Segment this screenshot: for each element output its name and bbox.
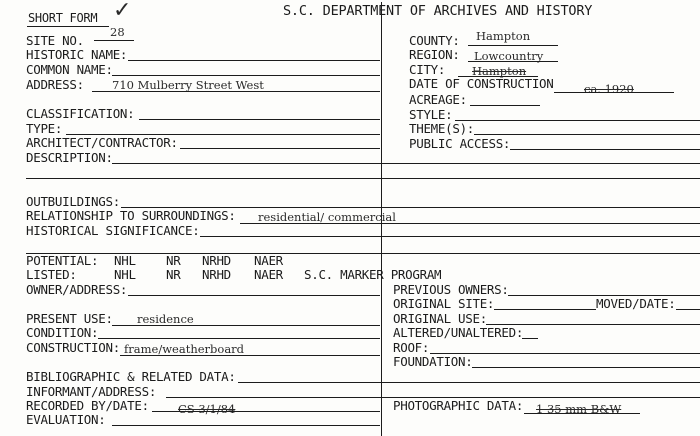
listed-naer[interactable]: NAER xyxy=(254,267,283,282)
construction-label: CONSTRUCTION: xyxy=(26,340,120,355)
evaluation-line xyxy=(112,425,380,426)
original-site-label: ORIGINAL SITE: xyxy=(393,296,495,311)
form-type-underline xyxy=(27,26,109,27)
relationship-label: RELATIONSHIP TO SURROUNDINGS: xyxy=(26,208,236,223)
address-line xyxy=(92,91,380,92)
potential-nr[interactable]: NR xyxy=(166,253,181,268)
construction-line xyxy=(120,355,380,356)
listed-nhl[interactable]: NHL xyxy=(114,267,136,282)
classification-label: CLASSIFICATION: xyxy=(26,106,135,121)
recorded-by-label: RECORDED BY/DATE: xyxy=(26,398,149,413)
common-name-label: COMMON NAME: xyxy=(26,62,113,77)
historic-name-label: HISTORIC NAME: xyxy=(26,47,128,62)
recorded-by-value[interactable]: CS 3/1/84 xyxy=(178,402,236,416)
description-line-2 xyxy=(26,178,700,179)
altered-label: ALTERED/UNALTERED: xyxy=(393,325,524,340)
site-no-line xyxy=(94,40,134,41)
style-label: STYLE: xyxy=(409,107,453,122)
roof-label: ROOF: xyxy=(393,340,430,355)
previous-owners-label: PREVIOUS OWNERS: xyxy=(393,282,509,297)
photographic-data-label: PHOTOGRAPHIC DATA: xyxy=(393,398,524,413)
check-mark-icon: ✓ xyxy=(113,0,132,23)
informant-label: INFORMANT/ADDRESS: xyxy=(26,384,157,399)
potential-nhl[interactable]: NHL xyxy=(114,253,136,268)
present-use-label: PRESENT USE: xyxy=(26,311,113,326)
themes-line xyxy=(474,134,700,135)
region-value[interactable]: Lowcountry xyxy=(474,49,544,63)
potential-naer[interactable]: NAER xyxy=(254,253,283,268)
date-construction-label: DATE OF CONSTRUCTION xyxy=(409,76,554,91)
architect-label: ARCHITECT/CONTRACTOR: xyxy=(26,135,178,150)
county-value[interactable]: Hampton xyxy=(476,29,531,43)
description-label: DESCRIPTION: xyxy=(26,150,113,165)
potential-nrhd[interactable]: NRHD xyxy=(202,253,231,268)
present-use-value[interactable]: residence xyxy=(137,312,194,326)
public-access-line xyxy=(510,149,700,150)
owner-address-label: OWNER/ADDRESS: xyxy=(26,282,128,297)
recorded-by-line xyxy=(152,411,380,412)
site-no-value[interactable]: 28 xyxy=(110,25,125,39)
city-label: CITY: xyxy=(409,62,446,77)
historical-significance-line xyxy=(200,236,700,237)
public-access-label: PUBLIC ACCESS: xyxy=(409,136,511,151)
photographic-data-value[interactable]: 1 35 mm B&W xyxy=(536,402,622,416)
condition-line xyxy=(98,338,380,339)
form-type-label: SHORT FORM xyxy=(28,11,98,25)
construction-value[interactable]: frame/weatherboard xyxy=(124,342,245,356)
altered-line xyxy=(522,338,538,339)
listed-nr[interactable]: NR xyxy=(166,267,181,282)
type-label: TYPE: xyxy=(26,121,63,136)
relationship-value[interactable]: residential/ commercial xyxy=(258,210,396,224)
region-label: REGION: xyxy=(409,47,460,62)
themes-label: THEME(S): xyxy=(409,121,475,136)
relationship-line xyxy=(240,223,700,224)
bibliographic-label: BIBLIOGRAPHIC & RELATED DATA: xyxy=(26,369,236,384)
county-line xyxy=(468,45,558,46)
address-value[interactable]: 710 Mulberry Street West xyxy=(112,78,264,92)
present-use-line xyxy=(112,325,380,326)
sc-marker-program[interactable]: S.C. MARKER PROGRAM xyxy=(304,267,442,282)
listed-label: LISTED: xyxy=(26,267,77,282)
historic-name-line xyxy=(128,60,380,61)
architect-line xyxy=(180,148,380,149)
date-construction-line xyxy=(554,92,674,93)
moved-date-line xyxy=(676,309,700,310)
common-name-line xyxy=(112,75,380,76)
date-construction-value[interactable]: ca. 1920 xyxy=(584,82,634,96)
original-use-label: ORIGINAL USE: xyxy=(393,311,487,326)
site-no-label: SITE NO. xyxy=(26,33,84,48)
city-value[interactable]: Hampton xyxy=(472,64,527,78)
moved-date-label: MOVED/DATE: xyxy=(596,296,676,311)
photographic-data-line xyxy=(524,413,640,414)
style-line xyxy=(455,120,700,121)
historical-significance-label: HISTORICAL SIGNIFICANCE: xyxy=(26,223,200,238)
evaluation-label: EVALUATION: xyxy=(26,412,106,427)
owner-address-line xyxy=(128,295,380,296)
acreage-label: ACREAGE: xyxy=(409,92,467,107)
outbuildings-label: OUTBUILDINGS: xyxy=(26,194,120,209)
classification-line xyxy=(139,119,380,120)
bibliographic-line xyxy=(238,382,700,383)
region-line xyxy=(468,61,558,62)
county-label: COUNTY: xyxy=(409,33,460,48)
description-line xyxy=(112,163,700,164)
foundation-label: FOUNDATION: xyxy=(393,354,473,369)
acreage-line xyxy=(470,105,540,106)
potential-label: POTENTIAL: xyxy=(26,253,99,268)
foundation-line xyxy=(472,367,700,368)
listed-nrhd[interactable]: NRHD xyxy=(202,267,231,282)
original-site-line xyxy=(494,309,596,310)
agency-title: S.C. DEPARTMENT OF ARCHIVES AND HISTORY xyxy=(283,3,593,19)
address-label: ADDRESS: xyxy=(26,77,84,92)
condition-label: CONDITION: xyxy=(26,325,99,340)
